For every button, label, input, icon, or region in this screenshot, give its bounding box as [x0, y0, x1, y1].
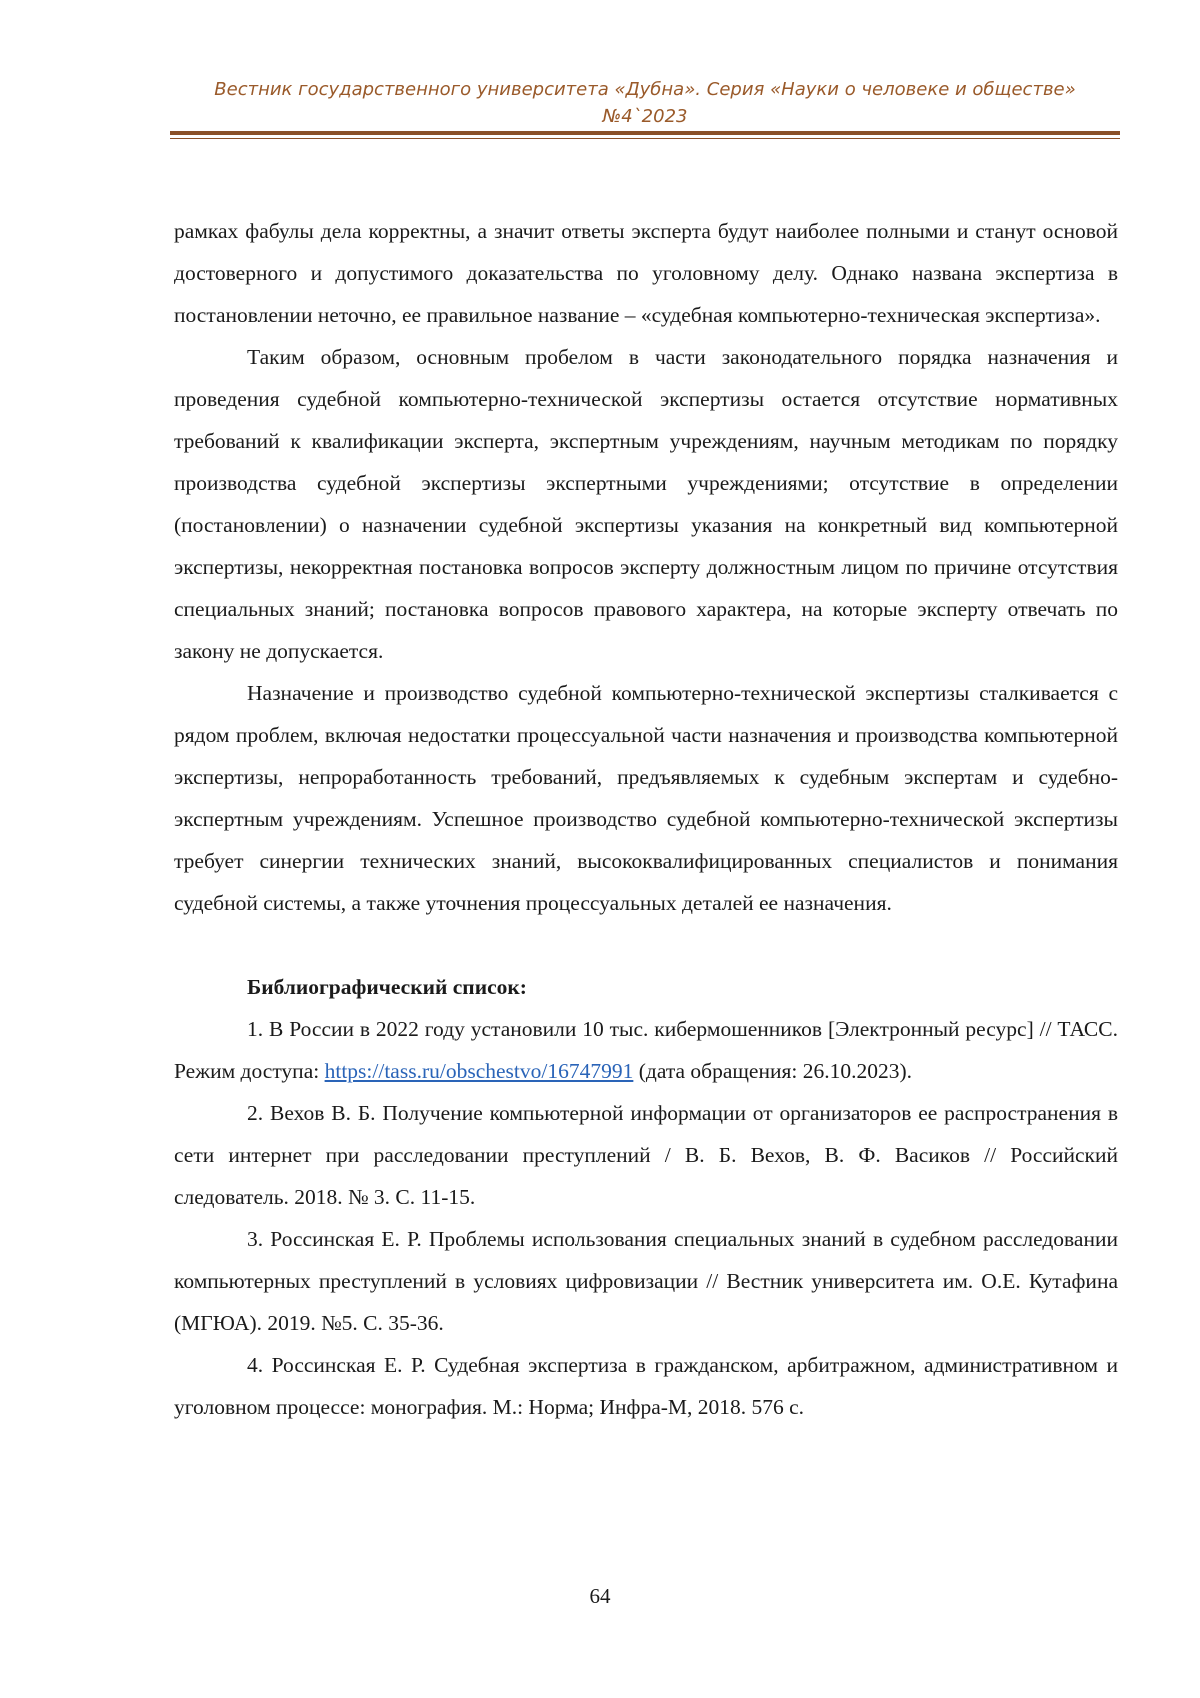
paragraph-conclusion-summary: Назначение и производство судебной компьютерно-технической экспертизы сталкивается с рядом проблем, включая недостатки процессуальной части назначения и производства компьютерной экспертизы, непроработанность требований, предъявляемых к судебным экспертам и судебно-экспертным учреждениям. Успешное производство судебной компьютерно-технической экспертизы требует синергии технических знаний, высококвалифицированных специалистов и понимания судебной системы, а также уточнения процессуальных деталей ее назначения.: [174, 681, 1118, 915]
journal-title: Вестник государственного университета «Дубна». Серия «Науки о человеке и обществе»: [214, 79, 1076, 100]
bibliography-item-1-link[interactable]: https://tass.ru/obschestvo/16747991: [324, 1059, 634, 1083]
journal-issue: №4`2023: [602, 106, 688, 127]
page-number: 64: [589, 1584, 611, 1608]
header-rule-thick: [170, 131, 1120, 135]
bibliography-title: Библиографический список:: [247, 975, 527, 999]
header-rule-thin: [170, 138, 1120, 139]
paragraph-conclusion-gaps: Таким образом, основным пробелом в части законодательного порядка назначения и проведения судебной компьютерно-технической экспертизы остается отсутствие нормативных требований к квалификации эксперта, экспертным учреждениям, научным методикам по порядку производства судебной экспертизы экспертными учреждениями; отсутствие в определении (постановлении) о назначении судебной экспертизы указания на конкретный вид компьютерной экспертизы, некорректная постановка вопросов эксперту должностным лицом по причине отсутствия специальных знаний; постановка вопросов правового характера, на которые эксперту отвечать по закону не допускается.: [174, 345, 1118, 663]
running-header: [170, 76, 1120, 130]
bibliography-item-1-access-date: (дата обращения: 26.10.2023).: [633, 1059, 913, 1083]
article-body: [174, 210, 1118, 1428]
bibliography-item-4: 4. Россинская Е. Р. Судебная экспертиза в гражданском, арбитражном, административном и уголовном процессе: монография. М.: Норма; Инфра-М, 2018. 576 с.: [174, 1353, 1118, 1419]
bibliography-item-1-text: 1. В России в 2022 году установили 10 тыс. кибермошенников [Электронный ресурс] // ТАСС. Режим доступа:: [174, 1017, 1118, 1083]
bibliography-item-3: 3. Россинская Е. Р. Проблемы использования специальных знаний в судебном расследовании компьютерных преступлений в условиях цифровизации // Вестник университета им. О.Е. Кутафина (МГЮА). 2019. №5. С. 35-36.: [174, 1227, 1118, 1335]
bibliography-item-1: [174, 1008, 1118, 1092]
paragraph-continuation: рамках фабулы дела корректны, а значит ответы эксперта будут наиболее полными и станут основой достоверного и допустимого доказательства по уголовному делу. Однако названа экспертиза в постановлении неточно, ее правильное название – «судебная компьютерно-техническая экспертиза».: [174, 219, 1118, 327]
bibliography-item-2: 2. Вехов В. Б. Получение компьютерной информации от организаторов ее распространения в сети интернет при расследовании преступлений / В. Б. Вехов, В. Ф. Васиков // Российский следователь. 2018. № 3. С. 11-15.: [174, 1101, 1118, 1209]
